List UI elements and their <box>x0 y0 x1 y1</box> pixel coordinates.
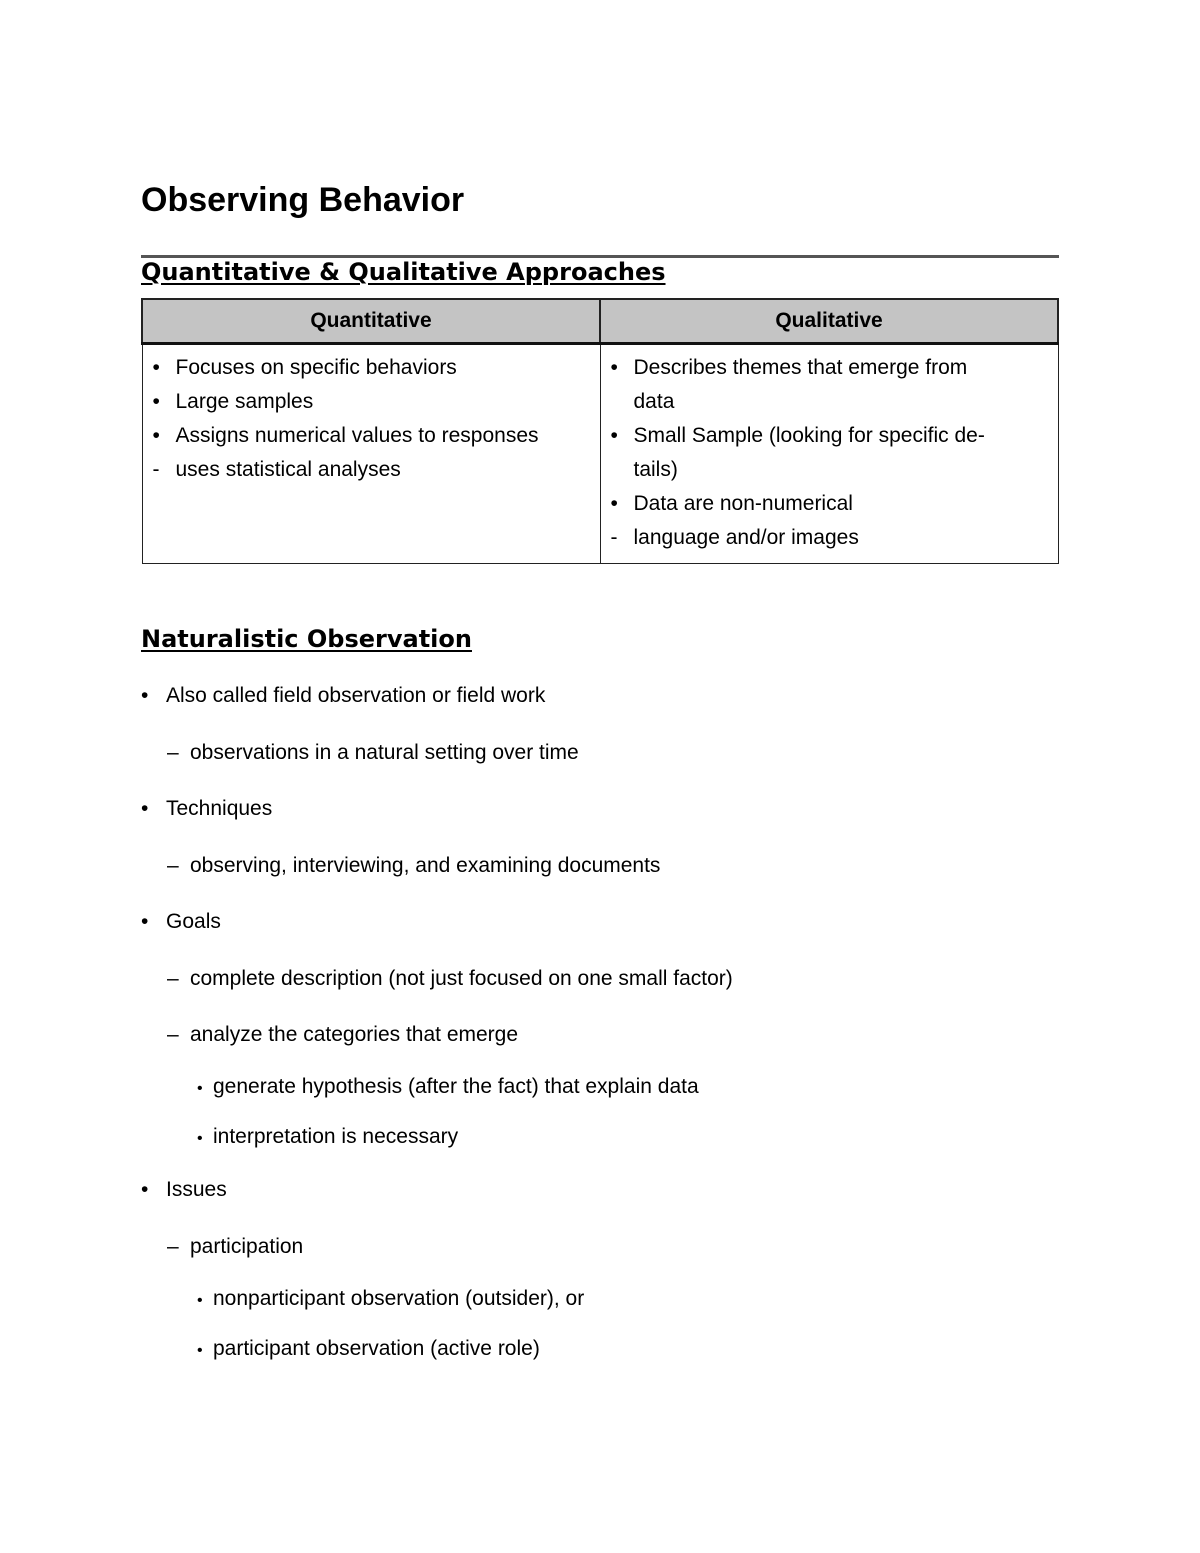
dash-marker: – <box>167 854 179 877</box>
header-quantitative: Quantitative <box>142 299 600 344</box>
list-marker: • <box>152 424 160 447</box>
list-item <box>167 848 660 884</box>
list-item <box>609 521 1050 555</box>
list-item <box>609 385 1050 419</box>
qualitative-cell <box>600 344 1058 564</box>
table-header-row <box>142 299 1058 344</box>
list-item <box>167 1229 303 1265</box>
list-marker: - <box>152 458 160 481</box>
dash-marker: – <box>167 1023 179 1046</box>
list-item-text: tails) <box>633 458 678 481</box>
list-item-text: participation <box>190 1235 304 1258</box>
quantitative-list <box>151 351 592 487</box>
list-item-text: Techniques <box>166 797 273 820</box>
list-item-text: observing, interviewing, and examining documents <box>190 854 661 877</box>
bullet-marker: • <box>141 910 149 933</box>
list-item <box>151 419 592 453</box>
header-qualitative: Qualitative <box>600 299 1058 344</box>
list-item <box>609 419 1050 453</box>
list-item <box>609 453 1050 487</box>
bullet-marker: • <box>197 1080 203 1097</box>
list-item-text: Issues <box>166 1178 227 1201</box>
dash-marker: – <box>167 741 179 764</box>
qualitative-list <box>609 351 1050 555</box>
list-item <box>141 678 545 714</box>
list-item-text: uses statistical analyses <box>175 458 401 481</box>
list-marker: - <box>610 526 618 549</box>
list-item-text: participant observation (active role) <box>213 1337 540 1360</box>
list-item-text: Data are non-numerical <box>633 492 853 515</box>
list-item-text: Small Sample (looking for specific de- <box>633 424 985 447</box>
list-item <box>167 735 579 771</box>
list-item-text: data <box>633 390 675 413</box>
bullet-marker: • <box>197 1292 203 1309</box>
section-heading-approaches: Quantitative & Qualitative Approaches <box>141 258 666 286</box>
list-item <box>151 385 592 419</box>
list-marker: • <box>610 356 618 379</box>
list-item <box>609 487 1050 521</box>
list-item <box>151 351 592 385</box>
list-item-text: Also called field observation or field work <box>166 684 546 707</box>
list-item <box>609 351 1050 385</box>
bullet-marker: • <box>141 684 149 707</box>
list-item-text: Goals <box>166 910 221 933</box>
bullet-marker: • <box>141 797 149 820</box>
list-item <box>141 791 272 827</box>
list-item <box>167 961 733 997</box>
list-item-text: Assigns numerical values to responses <box>175 424 539 447</box>
list-item-text: Focuses on specific behaviors <box>175 356 457 379</box>
dash-marker: – <box>167 1235 179 1258</box>
bullet-marker: • <box>141 1178 149 1201</box>
list-item <box>167 1017 518 1053</box>
bullet-marker: • <box>197 1130 203 1147</box>
list-marker: • <box>152 356 160 379</box>
list-item-text: language and/or images <box>633 526 859 549</box>
list-marker: • <box>152 390 160 413</box>
list-item <box>197 1069 699 1107</box>
list-marker: • <box>610 424 618 447</box>
list-item-text: analyze the categories that emerge <box>190 1023 519 1046</box>
section-heading-naturalistic: Naturalistic Observation <box>141 625 472 653</box>
list-item <box>141 904 221 940</box>
list-item-text: complete description (not just focused on one small factor) <box>190 967 733 990</box>
page-title: Observing Behavior <box>141 181 465 219</box>
dash-marker: – <box>167 967 179 990</box>
table-row <box>142 344 1058 564</box>
list-item-text: nonparticipant observation (outsider), or <box>213 1287 585 1310</box>
list-item-text: observations in a natural setting over time <box>190 741 579 764</box>
list-marker: • <box>610 492 618 515</box>
list-item <box>197 1331 540 1369</box>
list-item-text: Describes themes that emerge from <box>633 356 968 379</box>
quantitative-cell <box>142 344 600 564</box>
list-item-text: interpretation is necessary <box>213 1125 459 1148</box>
bullet-marker: • <box>197 1342 203 1359</box>
list-item-text: Large samples <box>175 390 314 413</box>
list-item <box>197 1281 584 1319</box>
list-item <box>151 453 592 487</box>
list-item <box>141 1172 227 1208</box>
list-item-text: generate hypothesis (after the fact) that explain data <box>213 1075 699 1098</box>
list-item <box>197 1119 458 1157</box>
comparison-table <box>141 298 1059 564</box>
